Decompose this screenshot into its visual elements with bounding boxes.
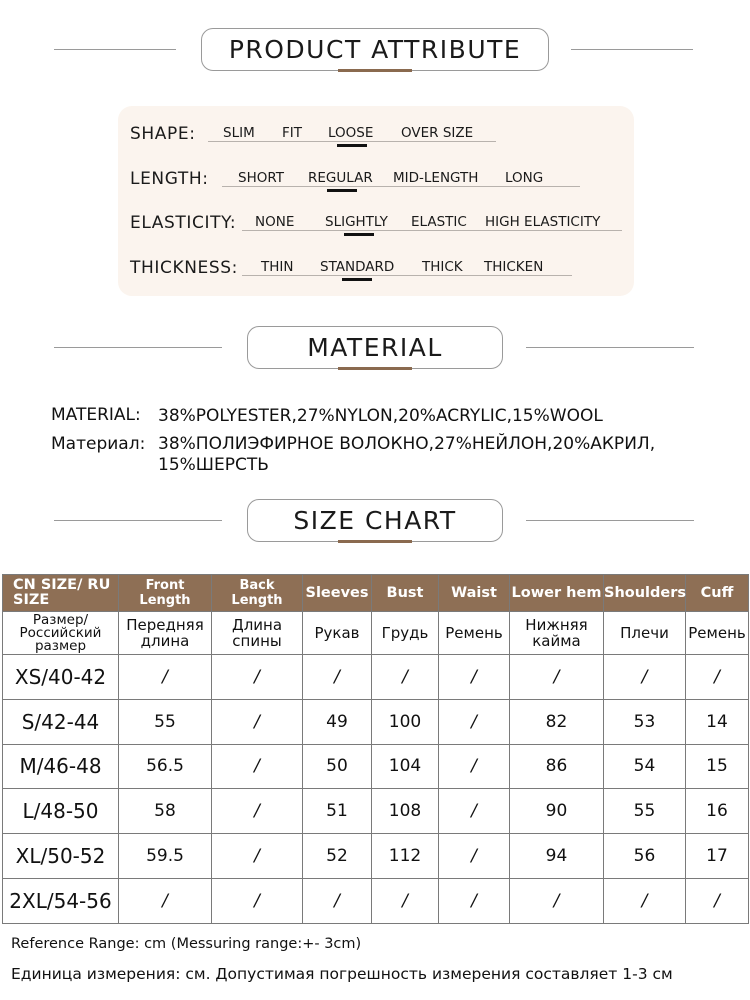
value-cell: / — [604, 878, 686, 923]
material-ru-value-line2: 15%ШЕРСТЬ — [158, 455, 269, 475]
size-cell: XL/50-52 — [3, 834, 119, 879]
attr-option: THICK — [422, 259, 463, 275]
table-row — [3, 699, 749, 744]
header-cell: Рукав — [303, 612, 372, 655]
header-cell: Размер/ Российский размер — [3, 612, 119, 655]
header-cell: Waist — [439, 575, 510, 612]
table-row — [3, 789, 749, 834]
value-cell: / — [510, 878, 604, 923]
value-cell: 58 — [119, 789, 212, 834]
value-cell: 55 — [604, 789, 686, 834]
size-cell: XS/40-42 — [3, 655, 119, 700]
header-cell: Cuff — [686, 575, 749, 612]
value-cell: / — [303, 878, 372, 923]
value-cell: 49 — [303, 699, 372, 744]
attr-option: HIGH ELASTICITY — [485, 214, 601, 230]
value-cell: / — [439, 789, 510, 834]
value-cell: / — [510, 655, 604, 700]
header-cell: Передняя длина — [119, 612, 212, 655]
value-cell: 86 — [510, 744, 604, 789]
header-cell: Плечи — [604, 612, 686, 655]
attr-option: SLIM — [223, 125, 255, 141]
value-cell: / — [439, 699, 510, 744]
value-cell: / — [372, 878, 439, 923]
value-cell: 112 — [372, 834, 439, 879]
table-row — [3, 655, 749, 700]
value-cell: 100 — [372, 699, 439, 744]
value-cell: / — [212, 834, 303, 879]
value-cell: 59.5 — [119, 834, 212, 879]
material-en-value: 38%POLYESTER,27%NYLON,20%ACRYLIC,15%WOOL — [158, 406, 603, 426]
value-cell: 16 — [686, 789, 749, 834]
attr-label: ELASTICITY: — [130, 213, 237, 233]
value-cell: 52 — [303, 834, 372, 879]
table-row — [3, 878, 749, 923]
attr-row-elasticity — [118, 209, 634, 239]
value-cell: 14 — [686, 699, 749, 744]
value-cell: 50 — [303, 744, 372, 789]
header-cell: Нижняя кайма — [510, 612, 604, 655]
value-cell: 53 — [604, 699, 686, 744]
attr-rule — [242, 230, 622, 231]
value-cell: 108 — [372, 789, 439, 834]
size-chart-table — [2, 574, 749, 924]
attr-option: ELASTIC — [411, 214, 467, 230]
size-cell: 2XL/54-56 — [3, 878, 119, 923]
header-underline-bar — [338, 367, 412, 370]
header-rule-right — [526, 347, 694, 348]
header-rule-left — [54, 520, 222, 521]
attr-option-selected: SLIGHTLY — [325, 214, 388, 230]
header-cell: Грудь — [372, 612, 439, 655]
value-cell: / — [439, 834, 510, 879]
header-cell: Front Length — [119, 575, 212, 612]
value-cell: / — [212, 655, 303, 700]
value-cell: / — [439, 655, 510, 700]
value-cell: 55 — [119, 699, 212, 744]
material-ru-value-line1: 38%ПОЛИЭФИРНОЕ ВОЛОКНО,27%НЕЙЛОН,20%АКРИЛ, — [158, 434, 656, 454]
header-cell: CN SIZE/ RU SIZE — [3, 575, 119, 612]
value-cell: / — [212, 699, 303, 744]
attr-row-thickness — [118, 254, 634, 284]
value-cell: 56.5 — [119, 744, 212, 789]
header-underline-bar — [338, 540, 412, 543]
material-title: MATERIAL — [247, 326, 503, 369]
header-cell: Ремень — [686, 612, 749, 655]
header-cell: Ремень — [439, 612, 510, 655]
attr-label: SHAPE: — [130, 124, 196, 144]
attr-option: THICKEN — [484, 259, 544, 275]
value-cell: / — [604, 655, 686, 700]
attr-rule — [222, 186, 580, 187]
size-chart-title: SIZE CHART — [247, 499, 503, 542]
table-header-en — [3, 575, 749, 612]
attr-option-selected: LOOSE — [328, 125, 374, 141]
size-chart-header — [0, 499, 750, 547]
header-rule-left — [54, 49, 176, 50]
value-cell: / — [439, 878, 510, 923]
selected-marker — [342, 278, 372, 281]
attr-option: FIT — [282, 125, 302, 141]
value-cell: / — [212, 878, 303, 923]
attr-option: NONE — [255, 214, 295, 230]
attr-option-selected: REGULAR — [308, 170, 373, 186]
selected-marker — [327, 189, 357, 192]
attr-option: OVER SIZE — [401, 125, 474, 141]
attr-label: LENGTH: — [130, 169, 209, 189]
size-cell: M/46-48 — [3, 744, 119, 789]
attr-option: SHORT — [238, 170, 284, 186]
attr-rule — [242, 275, 572, 276]
header-rule-right — [571, 49, 693, 50]
value-cell: 56 — [604, 834, 686, 879]
header-cell: Bust — [372, 575, 439, 612]
attr-option-selected: STANDARD — [320, 259, 395, 275]
product-attribute-header — [0, 28, 750, 78]
table-header-ru — [3, 612, 749, 655]
attr-label: THICKNESS: — [130, 258, 238, 278]
value-cell: / — [439, 744, 510, 789]
header-rule-right — [526, 520, 694, 521]
material-ru-label: Материал: — [51, 434, 146, 454]
header-rule-left — [54, 347, 222, 348]
product-attribute-panel — [118, 106, 634, 296]
value-cell: / — [686, 878, 749, 923]
value-cell: 94 — [510, 834, 604, 879]
value-cell: 15 — [686, 744, 749, 789]
value-cell: / — [303, 655, 372, 700]
header-underline-bar — [338, 69, 412, 72]
value-cell: / — [119, 878, 212, 923]
table-row — [3, 834, 749, 879]
header-cell: Sleeves — [303, 575, 372, 612]
size-cell: S/42-44 — [3, 699, 119, 744]
selected-marker — [337, 144, 367, 147]
value-cell: 51 — [303, 789, 372, 834]
value-cell: / — [212, 744, 303, 789]
attr-option: THIN — [261, 259, 294, 275]
size-rows — [3, 655, 749, 924]
value-cell: / — [372, 655, 439, 700]
size-cell: L/48-50 — [3, 789, 119, 834]
value-cell: 104 — [372, 744, 439, 789]
attr-row-length — [118, 165, 634, 195]
value-cell: 54 — [604, 744, 686, 789]
reference-range-note-en: Reference Range: cm (Messuring range:+- 3cm) — [11, 936, 362, 952]
header-cell: Lower hem — [510, 575, 604, 612]
table-row — [3, 744, 749, 789]
header-cell: Shoulders — [604, 575, 686, 612]
attr-option: LONG — [505, 170, 544, 186]
value-cell: / — [212, 789, 303, 834]
value-cell: / — [119, 655, 212, 700]
value-cell: 82 — [510, 699, 604, 744]
attr-row-shape — [118, 120, 634, 150]
material-en-label: MATERIAL: — [51, 405, 141, 425]
product-attribute-title: PRODUCT ATTRIBUTE — [201, 28, 549, 71]
material-header — [0, 326, 750, 374]
value-cell: 90 — [510, 789, 604, 834]
selected-marker — [344, 233, 374, 236]
attr-rule — [208, 141, 496, 142]
value-cell: 17 — [686, 834, 749, 879]
header-cell: Длина спины — [212, 612, 303, 655]
header-cell: Back Length — [212, 575, 303, 612]
attr-option: MID-LENGTH — [393, 170, 479, 186]
value-cell: / — [686, 655, 749, 700]
reference-range-note-ru: Единица измерения: см. Допустимая погрешность измерения составляет 1-3 см — [11, 965, 673, 983]
